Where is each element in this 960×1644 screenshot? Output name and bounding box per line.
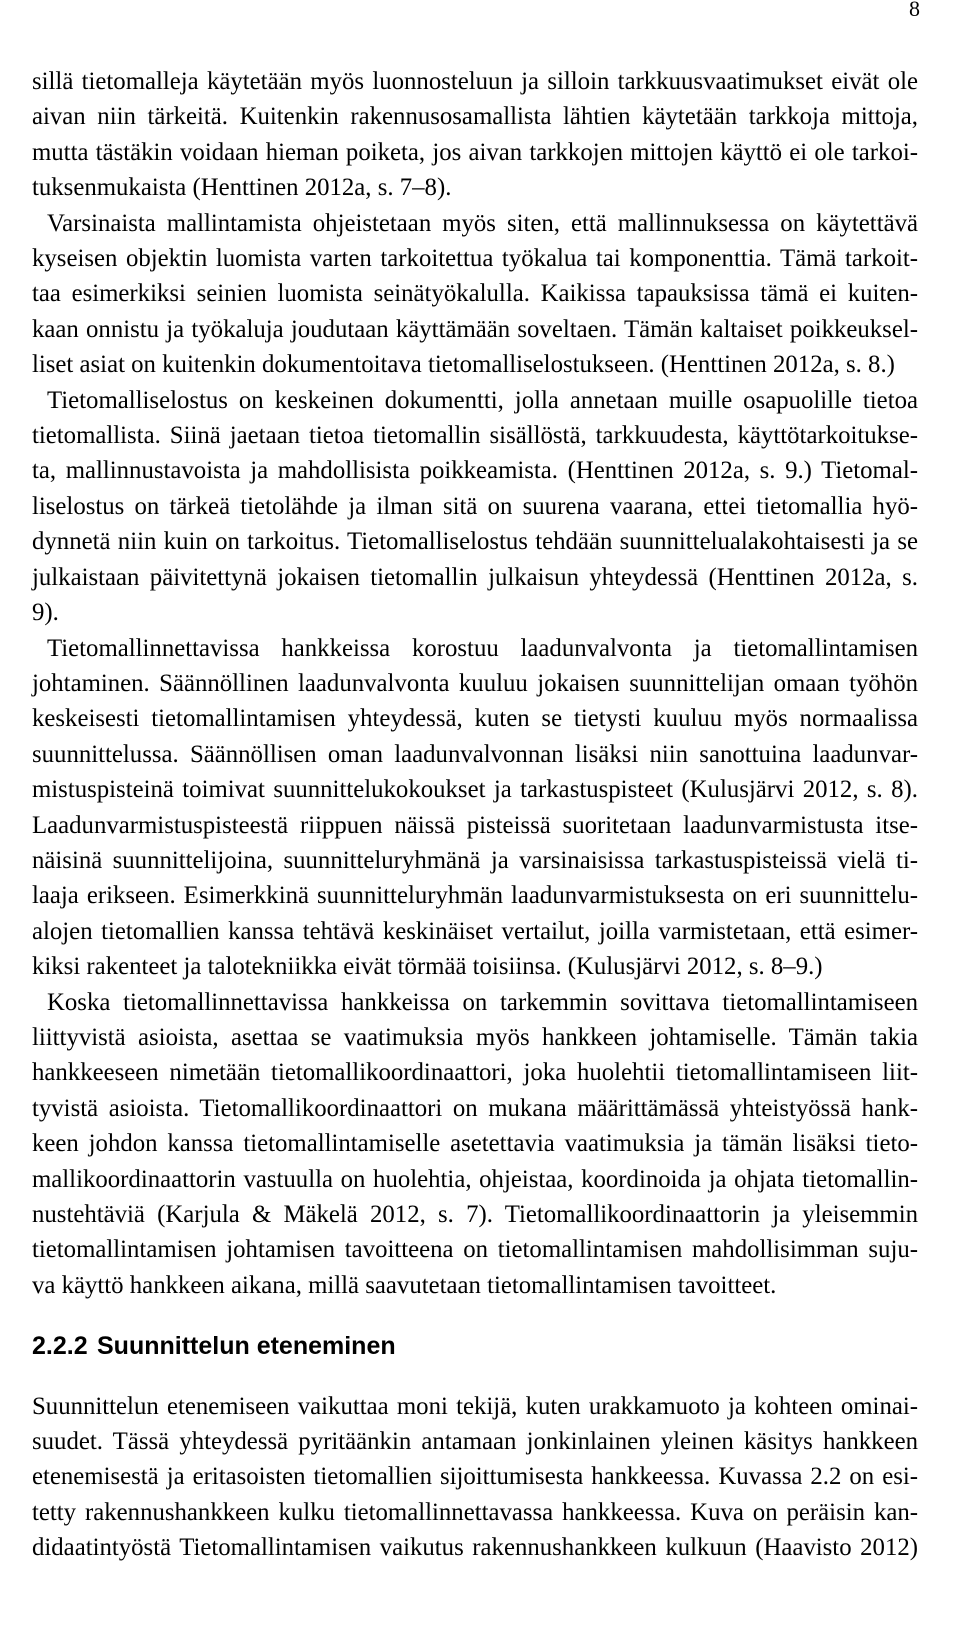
section-number: 2.2.2 xyxy=(32,1332,88,1360)
text-line: Tietomalliselostus on keskeinen dokumentti, jolla annetaan muille osapuolille tietoa xyxy=(47,386,918,414)
paragraph xyxy=(32,383,918,631)
section-heading xyxy=(32,1329,396,1363)
text-line: alojen tietomallien kanssa tehtävä keskinäiset vertailut, joilla varmistetaan, että esimer- xyxy=(32,917,918,945)
text-line: tyvistä asioista. Tietomallikoordinaattori on mukana määrittämässä yhteistyössä hank- xyxy=(32,1094,918,1122)
text-line: nustehtäviä (Karjula & Mäkelä 2012, s. 7). Tietomallikoordinaattorin ja yleisemmin xyxy=(32,1201,918,1228)
text-line: ta, mallinnustavoista ja mahdollisista poikkeamista. (Henttinen 2012a, s. 9.) Tietomal- xyxy=(32,457,918,485)
paragraph xyxy=(32,985,918,1304)
text-line: suudet. Tässä yhteydessä pyritäänkin antamaan jonkinlainen yleinen käsitys hankkeen xyxy=(32,1428,918,1456)
text-line: liittyvistä asioista, asettaa se vaatimuksia myös hankkeen johtamiselle. Tämän takia xyxy=(32,1023,918,1051)
text-line: suunnittelussa. Säännöllisen oman laadunvalvonnan lisäksi niin sanottuina laadunvar- xyxy=(32,740,918,768)
text-line: johtaminen. Säännöllinen laadunvalvonta kuuluu jokaisen suunnittelijan omaan työhön xyxy=(32,669,918,697)
section-title: Suunnittelun eteneminen xyxy=(97,1332,396,1360)
text-line: tietomallista. Siinä jaetaan tietoa tietomallin sisällöstä, tarkkuudesta, käyttötarkoitukse- xyxy=(32,422,918,450)
text-line: Varsinaista mallintamista ohjeistetaan myös siten, että mallinnuksessa on käytettävä xyxy=(47,209,918,237)
text-line: 9). xyxy=(32,599,59,627)
text-line: tuksenmukaista (Henttinen 2012a, s. 7–8). xyxy=(32,174,452,202)
page-number: 8 xyxy=(909,0,920,21)
text-line: dynnetä niin kuin on tarkoitus. Tietomalliselostus tehdään suunnittelualakohtaisesti ja se xyxy=(32,528,918,556)
text-line: julkaistaan päivitettynä jokaisen tietomallin julkaisun yhteydessä (Henttinen 2012a, s. xyxy=(32,563,918,591)
paragraph xyxy=(32,631,918,985)
text-line: keskeisesti tietomallintamisen yhteydessä, kuten se tietysti kuuluu myös normaalissa xyxy=(32,705,918,733)
text-line: sillä tietomalleja käytetään myös luonnosteluun ja silloin tarkkuusvaatimukset eivät ole xyxy=(32,68,918,95)
paragraph xyxy=(32,64,918,206)
text-line: mutta tästäkin voidaan hieman poiketa, jos aivan tarkkojen mittojen käyttö ei ole tarkoi- xyxy=(32,138,918,166)
text-line: mistuspisteinä toimivat suunnittelukokoukset ja tarkastuspisteet (Kulusjärvi 2012, s. 8). xyxy=(32,776,918,804)
text-line: mallikoordinaattorin vastuulla on huolehtia, ohjeistaa, koordinoida ja ohjata tietomallin- xyxy=(32,1165,918,1193)
text-line: laaja erikseen. Esimerkkinä suunnitteluryhmän laadunvarmistuksesta on eri suunnittelu- xyxy=(32,882,918,910)
text-line: tietomallintamisen johtamisen tavoitteena on tietomallintamisen mahdollisimman suju- xyxy=(32,1236,918,1264)
text-line: liselostus on tärkeä tietolähde ja ilman sitä on suurena vaarana, ettei tietomallia hyö- xyxy=(32,492,918,520)
text-line: aivan niin tärkeitä. Kuitenkin rakennusosamallista lähtien käytetään tarkkoja mittoja, xyxy=(32,103,918,131)
text-line: keen johdon kanssa tietomallintamiselle asetettavia vaatimuksia ja tämän lisäksi tieto- xyxy=(32,1130,918,1158)
text-line: kiksi rakenteet ja talotekniikka eivät törmää toisiinsa. (Kulusjärvi 2012, s. 8–9.) xyxy=(32,953,823,981)
text-line: kyseisen objektin luomista varten tarkoitettua työkalua tai komponenttia. Tämä tarkoit- xyxy=(32,245,918,273)
text-line: Koska tietomallinnettavissa hankkeissa on tarkemmin sovittava tietomallintamiseen xyxy=(47,988,918,1016)
text-line: kaan onnistu ja työkaluja joudutaan käyttämään soveltaen. Tämän kaltaiset poikkeuksel- xyxy=(32,315,918,343)
text-line: taa esimerkiksi seinien luomista seinätyökalulla. Kaikissa tapauksissa tämä ei kuiten- xyxy=(32,280,918,308)
text-line: va käyttö hankkeen aikana, millä saavutetaan tietomallintamisen tavoitteet. xyxy=(32,1271,777,1299)
text-line: etenemisestä ja eritasoisten tietomallien sijoittumisesta hankkeessa. Kuvassa 2.2 on esi- xyxy=(32,1463,918,1491)
section-text xyxy=(32,1389,918,1565)
text-line: didaatintyöstä Tietomallintamisen vaikutus rakennushankkeen kulkuun (Haavisto 2012) xyxy=(32,1533,918,1561)
body-text xyxy=(32,64,918,1303)
text-line: hankkeeseen nimetään tietomallikoordinaattori, joka huolehtii tietomallintamiseen liit- xyxy=(32,1059,918,1087)
text-line: Laadunvarmistuspisteestä riippuen näissä pisteissä suoritetaan laadunvarmistusta itse- xyxy=(32,811,918,839)
text-line: tetty rakennushankkeen kulku tietomallinnettavassa hankkeessa. Kuva on peräisin kan- xyxy=(32,1498,918,1526)
paragraph xyxy=(32,206,918,383)
paragraph xyxy=(32,1389,918,1565)
text-line: Suunnittelun etenemiseen vaikuttaa moni tekijä, kuten urakkamuoto ja kohteen ominai- xyxy=(32,1393,918,1420)
text-line: Tietomallinnettavissa hankkeissa korostuu laadunvalvonta ja tietomallintamisen xyxy=(47,634,918,662)
text-line: liset asiat on kuitenkin dokumentoitava tietomalliselostukseen. (Henttinen 2012a, s. 8.) xyxy=(32,351,895,379)
text-line: näisinä suunnittelijoina, suunnitteluryhmänä ja varsinaisissa tarkastuspisteissä vielä ti- xyxy=(32,846,918,874)
